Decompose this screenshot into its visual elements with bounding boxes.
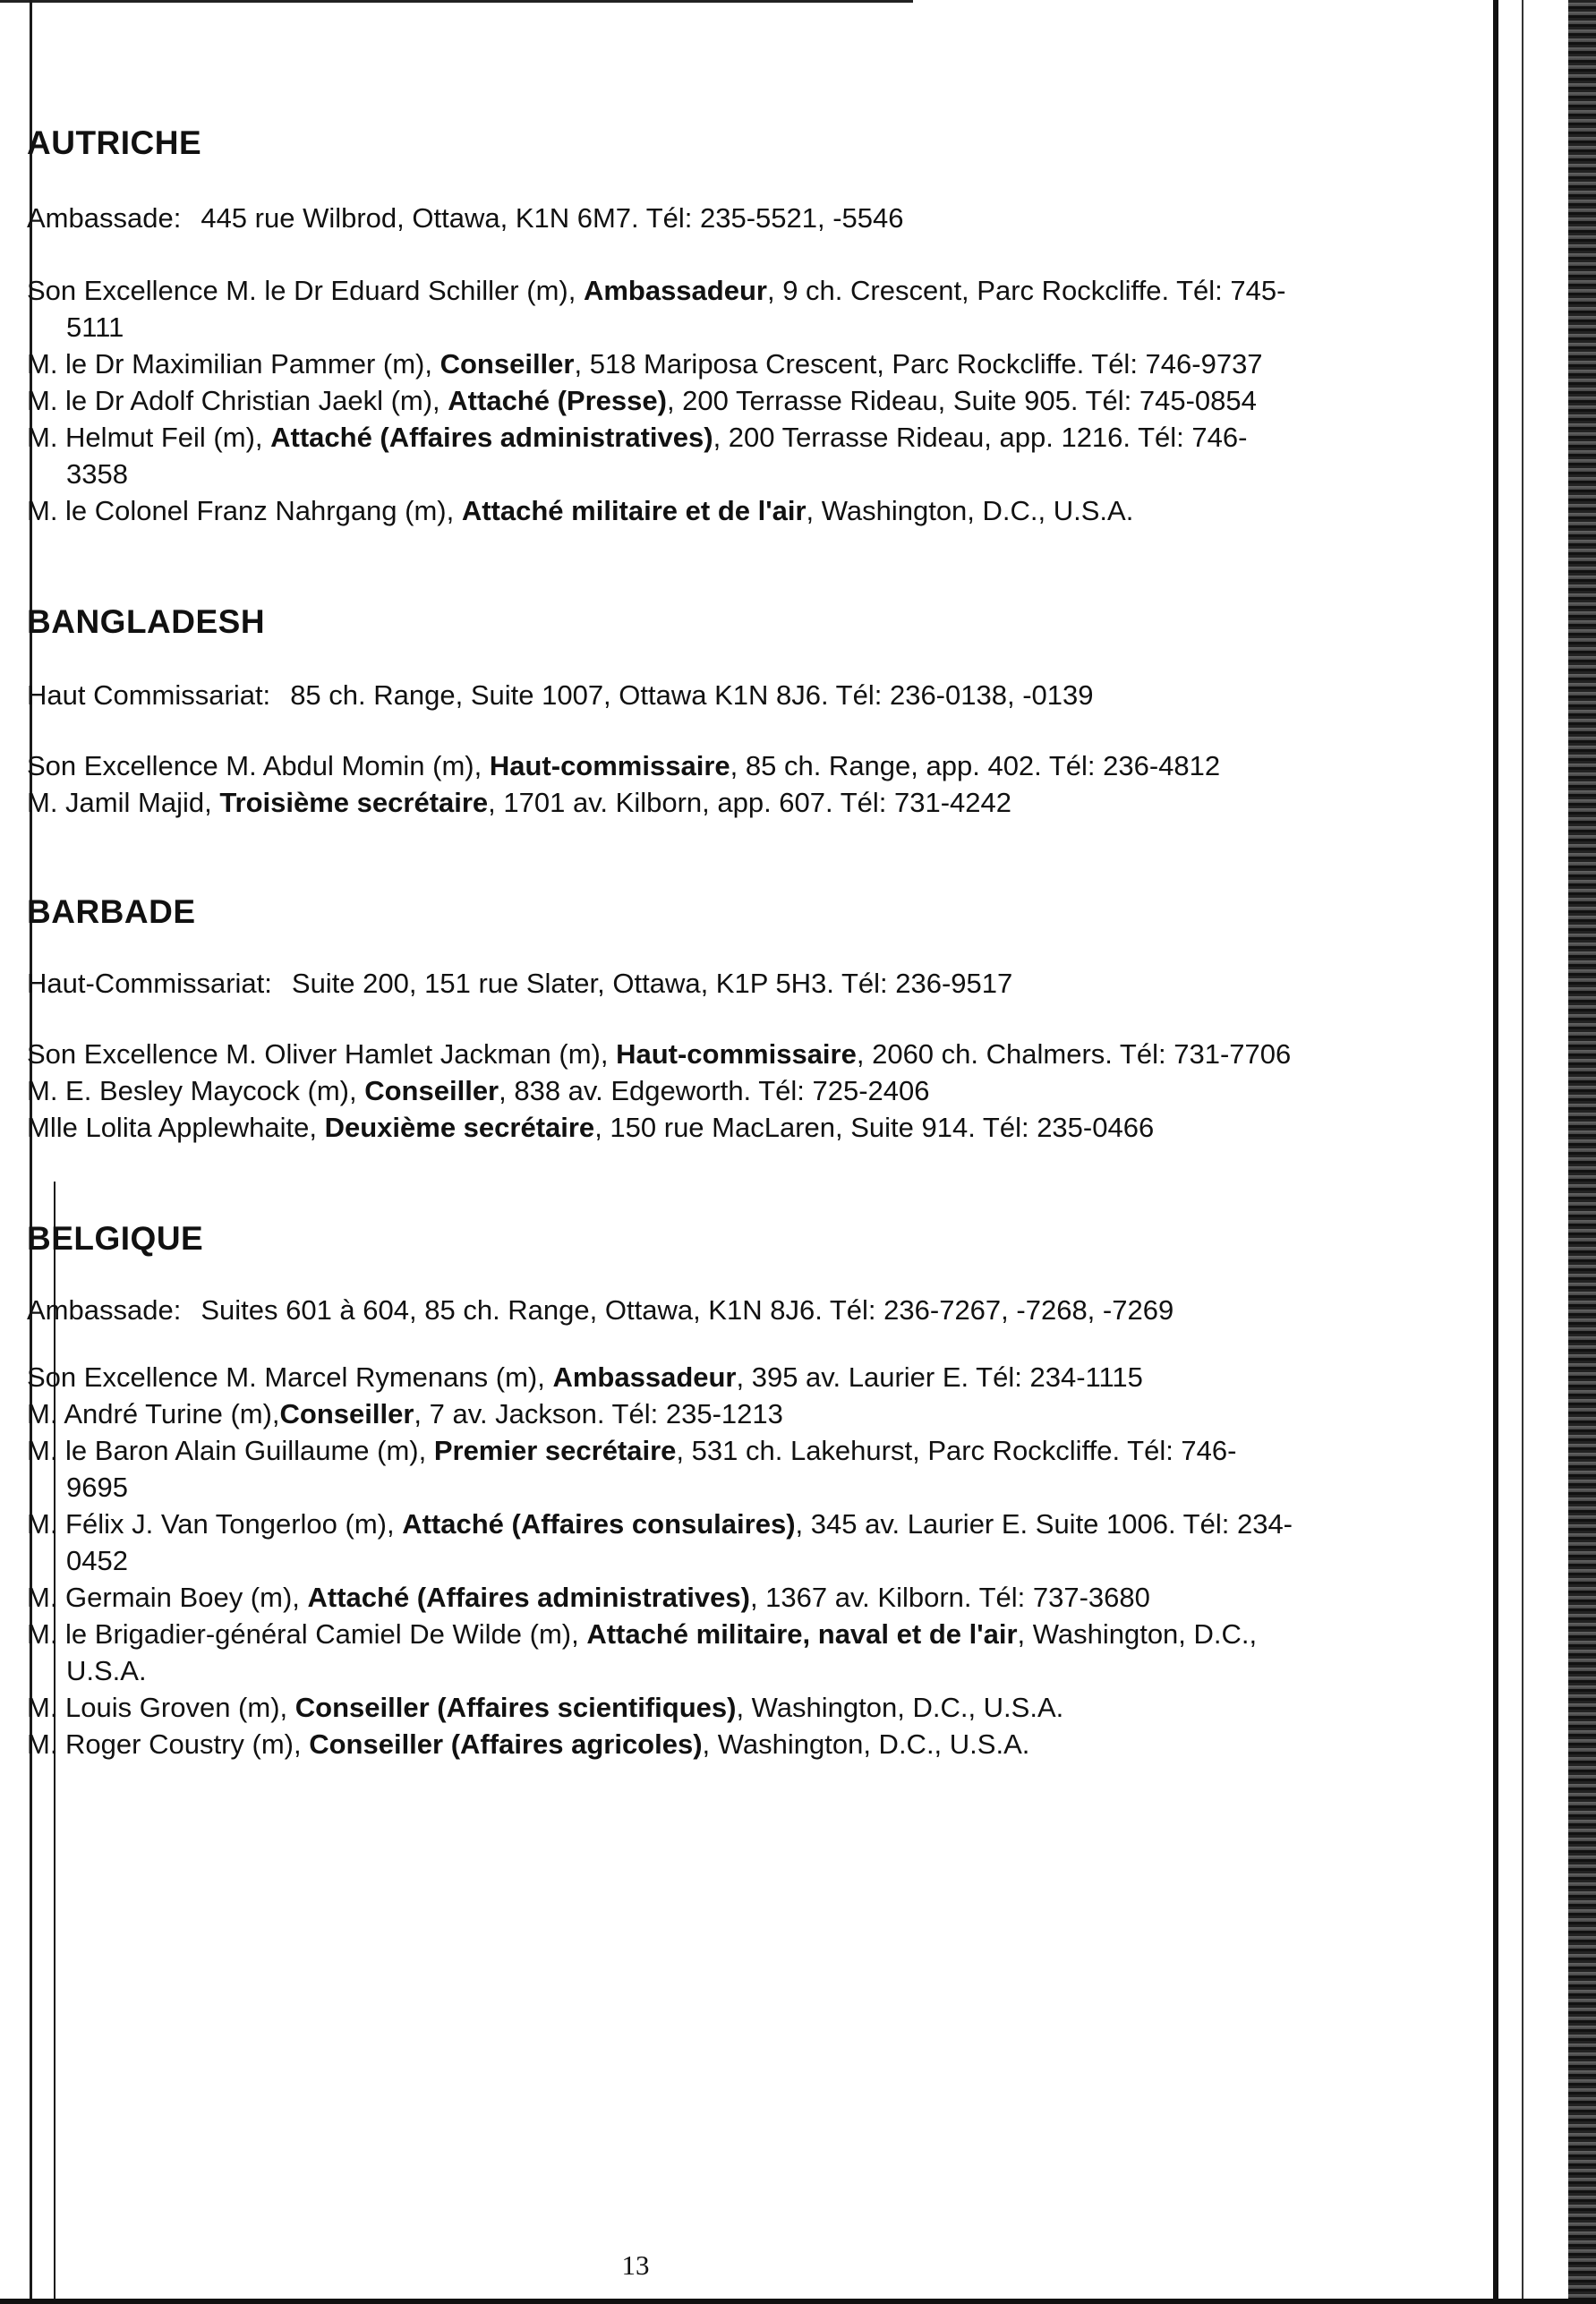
staff-entry bbox=[27, 492, 1298, 529]
mission-label: Haut-Commissariat: bbox=[27, 968, 272, 999]
staff-entry bbox=[27, 346, 1298, 382]
staff-entry bbox=[27, 1109, 1298, 1146]
staff-address: , Washington, D.C., U.S.A. bbox=[702, 1728, 1030, 1760]
mission-address: Suite 200, 151 rue Slater, Ottawa, K1P 5H3. Tél: 236-9517 bbox=[291, 968, 1013, 999]
staff-address: , 518 Mariposa Crescent, Parc Rockcliffe. Tél: 746-9737 bbox=[574, 348, 1263, 380]
section-autriche bbox=[27, 124, 1298, 529]
country-heading: AUTRICHE bbox=[27, 124, 202, 161]
staff-entry bbox=[27, 784, 1298, 821]
staff-address: , Washington, D.C., U.S.A. bbox=[66, 1618, 1258, 1686]
mission-line bbox=[27, 1293, 1298, 1328]
staff-entry bbox=[27, 1432, 1298, 1506]
staff-address: , Washington, D.C., U.S.A. bbox=[806, 495, 1134, 526]
staff-list bbox=[27, 272, 1298, 529]
staff-list bbox=[27, 1036, 1298, 1146]
staff-name: M. Helmut Feil (m), bbox=[27, 422, 271, 453]
page-number bbox=[0, 2249, 1271, 2282]
staff-entry bbox=[27, 1072, 1298, 1109]
staff-name: M. Félix J. Van Tongerloo (m), bbox=[27, 1508, 403, 1540]
staff-title: Attaché (Presse) bbox=[448, 385, 667, 416]
staff-name: M. le Brigadier-général Camiel De Wilde (m), bbox=[27, 1618, 587, 1650]
staff-title: Conseiller bbox=[279, 1398, 414, 1429]
staff-name: Son Excellence M. Oliver Hamlet Jackman (m), bbox=[27, 1038, 617, 1070]
staff-address: , 150 rue MacLaren, Suite 914. Tél: 235-0466 bbox=[594, 1112, 1155, 1143]
mission-address: 445 rue Wilbrod, Ottawa, K1N 6M7. Tél: 235-5521, -5546 bbox=[201, 202, 904, 234]
mission-label: Ambassade: bbox=[27, 202, 182, 234]
staff-entry bbox=[27, 1359, 1298, 1395]
scan-binding-edge bbox=[1568, 0, 1596, 2304]
section-barbade bbox=[27, 892, 1298, 1146]
staff-title: Ambassadeur bbox=[583, 275, 767, 306]
staff-title: Haut-commissaire bbox=[489, 750, 730, 781]
staff-name: M. Louis Groven (m), bbox=[27, 1692, 295, 1723]
staff-entry bbox=[27, 1726, 1298, 1762]
staff-title: Conseiller (Affaires agricoles) bbox=[309, 1728, 703, 1760]
staff-name: Mlle Lolita Applewhaite, bbox=[27, 1112, 325, 1143]
staff-title: Conseiller bbox=[440, 348, 575, 380]
staff-list bbox=[27, 747, 1298, 821]
staff-address: , 395 av. Laurier E. Tél: 234-1115 bbox=[736, 1361, 1143, 1393]
scan-right-inner-border bbox=[1522, 0, 1523, 2304]
scan-bottom-border bbox=[0, 2299, 1596, 2304]
staff-title: Attaché (Affaires consulaires) bbox=[402, 1508, 796, 1540]
staff-title: Attaché (Affaires administratives) bbox=[270, 422, 713, 453]
directory-page bbox=[27, 124, 1298, 1762]
staff-name: M. le Dr Adolf Christian Jaekl (m), bbox=[27, 385, 448, 416]
staff-address: , 2060 ch. Chalmers. Tél: 731-7706 bbox=[856, 1038, 1292, 1070]
staff-address: , 85 ch. Range, app. 402. Tél: 236-4812 bbox=[730, 750, 1221, 781]
staff-entry bbox=[27, 1506, 1298, 1579]
staff-address: , 838 av. Edgeworth. Tél: 725-2406 bbox=[499, 1075, 930, 1106]
staff-name: M. Jamil Majid, bbox=[27, 787, 220, 818]
staff-name: M. le Colonel Franz Nahrgang (m), bbox=[27, 495, 462, 526]
section-belgique bbox=[27, 1219, 1298, 1762]
staff-title: Troisième secrétaire bbox=[219, 787, 489, 818]
country-heading: BELGIQUE bbox=[27, 1220, 204, 1257]
staff-name: Son Excellence M. Marcel Rymenans (m), bbox=[27, 1361, 553, 1393]
staff-name: M. le Baron Alain Guillaume (m), bbox=[27, 1435, 434, 1466]
scan-top-border bbox=[0, 0, 913, 3]
mission-label: Haut Commissariat: bbox=[27, 679, 271, 711]
staff-address: , 1701 av. Kilborn, app. 607. Tél: 731-4242 bbox=[488, 787, 1011, 818]
staff-title: Premier secrétaire bbox=[433, 1435, 677, 1466]
mission-address: 85 ch. Range, Suite 1007, Ottawa K1N 8J6. Tél: 236-0138, -0139 bbox=[290, 679, 1094, 711]
staff-entry bbox=[27, 1616, 1298, 1689]
staff-entry bbox=[27, 419, 1298, 492]
scan-right-border bbox=[1493, 0, 1498, 2304]
section-bangladesh bbox=[27, 602, 1298, 821]
staff-name: M. Roger Coustry (m), bbox=[27, 1728, 310, 1760]
mission-address: Suites 601 à 604, 85 ch. Range, Ottawa, K1N 8J6. Tél: 236-7267, -7268, -7269 bbox=[201, 1294, 1174, 1326]
staff-entry bbox=[27, 1395, 1298, 1432]
staff-entry bbox=[27, 747, 1298, 784]
staff-entry bbox=[27, 382, 1298, 419]
country-heading: BANGLADESH bbox=[27, 603, 266, 640]
staff-name: M. Germain Boey (m), bbox=[27, 1582, 308, 1613]
staff-address: , 1367 av. Kilborn. Tél: 737-3680 bbox=[749, 1582, 1150, 1613]
staff-entry bbox=[27, 1036, 1298, 1072]
staff-title: Attaché (Affaires administratives) bbox=[307, 1582, 750, 1613]
staff-title: Conseiller bbox=[364, 1075, 499, 1106]
staff-name: M. le Dr Maximilian Pammer (m), bbox=[27, 348, 440, 380]
staff-name: M. André Turine (m), bbox=[27, 1398, 280, 1429]
country-heading: BARBADE bbox=[27, 893, 196, 930]
staff-address: , 531 ch. Lakehurst, Parc Rockcliffe. Tél: 746-9695 bbox=[66, 1435, 1237, 1503]
mission-line bbox=[27, 678, 1298, 713]
mission-label: Ambassade: bbox=[27, 1294, 182, 1326]
staff-address: , 200 Terrasse Rideau, Suite 905. Tél: 745-0854 bbox=[666, 385, 1257, 416]
staff-address: , Washington, D.C., U.S.A. bbox=[736, 1692, 1064, 1723]
staff-entry bbox=[27, 1689, 1298, 1726]
staff-entry bbox=[27, 272, 1298, 346]
mission-line bbox=[27, 201, 1298, 236]
staff-address: , 7 av. Jackson. Tél: 235-1213 bbox=[414, 1398, 783, 1429]
staff-title: Ambassadeur bbox=[552, 1361, 737, 1393]
staff-address: , 345 av. Laurier E. Suite 1006. Tél: 234-0452 bbox=[66, 1508, 1293, 1576]
staff-title: Attaché militaire, naval et de l'air bbox=[586, 1618, 1018, 1650]
staff-title: Deuxième secrétaire bbox=[324, 1112, 595, 1143]
staff-address: , 9 ch. Crescent, Parc Rockcliffe. Tél: 745-5111 bbox=[66, 275, 1286, 343]
staff-title: Attaché militaire et de l'air bbox=[461, 495, 807, 526]
staff-title: Conseiller (Affaires scientifiques) bbox=[294, 1692, 737, 1723]
staff-list bbox=[27, 1359, 1298, 1762]
staff-name: Son Excellence M. Abdul Momin (m), bbox=[27, 750, 490, 781]
staff-title: Haut-commissaire bbox=[616, 1038, 857, 1070]
staff-name: Son Excellence M. le Dr Eduard Schiller (m), bbox=[27, 275, 584, 306]
page-number-text: 13 bbox=[621, 2249, 650, 2281]
staff-entry bbox=[27, 1579, 1298, 1616]
mission-line bbox=[27, 966, 1298, 1002]
staff-address: , 200 Terrasse Rideau, app. 1216. Tél: 746-3358 bbox=[66, 422, 1248, 490]
staff-name: M. E. Besley Maycock (m), bbox=[27, 1075, 365, 1106]
